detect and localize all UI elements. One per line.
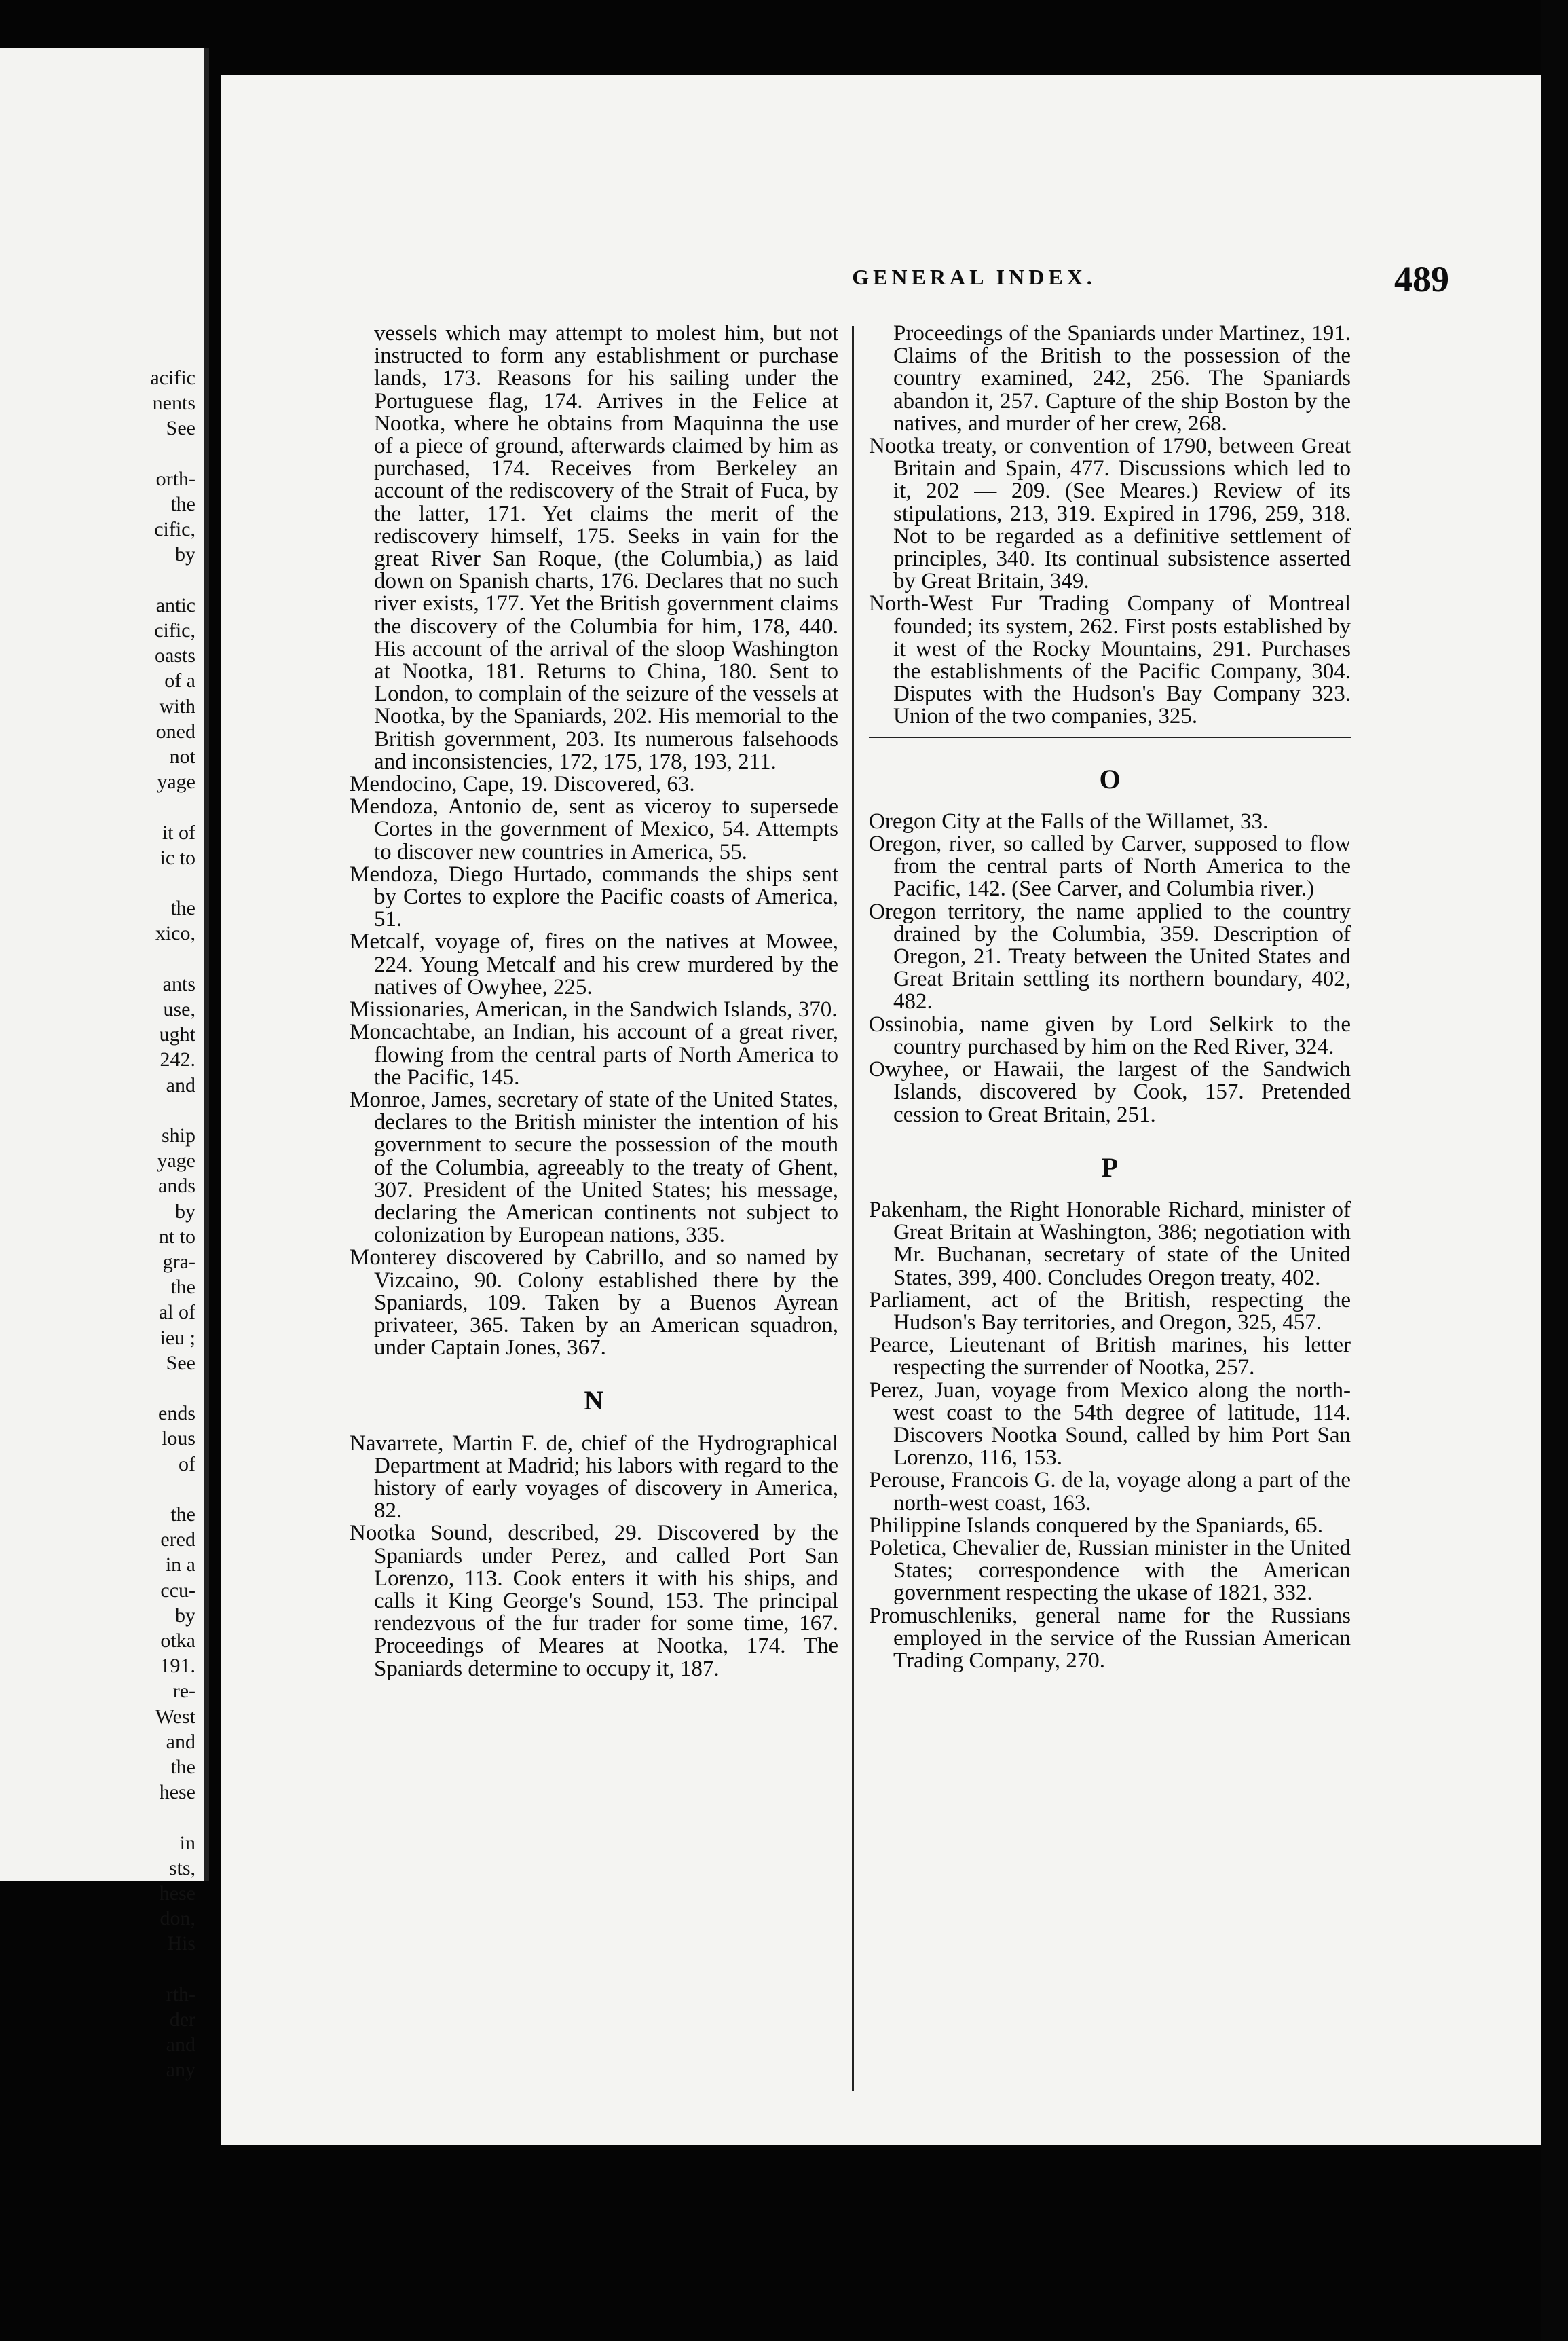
- book-page: [221, 75, 1548, 2145]
- edge-text-fragment: [0, 1377, 204, 1402]
- edge-text-fragment: nt to: [158, 1225, 195, 1248]
- left-page-edge: [0, 48, 209, 2082]
- edge-text-fragment: xico,: [155, 922, 195, 945]
- edge-text-fragment: cific,: [154, 518, 195, 541]
- index-entry: Ossinobia, name given by Lord Selkirk to the country purchased by him on the Red River, 324.: [869, 1012, 1351, 1059]
- edge-text-fragment: hese: [159, 1781, 195, 1804]
- index-entry: Oregon City at the Falls of the Willamet, 33.: [869, 809, 1269, 834]
- edge-text-fragment: See: [166, 1351, 195, 1374]
- index-entry: Pearce, Lieutenant of British marines, his letter respecting the surrender of Nootka, 257.: [869, 1333, 1351, 1380]
- edge-text-fragment: don,: [160, 1907, 195, 1930]
- index-entry: Poletica, Chevalier de, Russian minister in the United States; correspondence with the American government respecting the ukase of 1821, 332.: [869, 1535, 1351, 1606]
- index-entry: Philippine Islands conquered by the Spaniards, 65.: [869, 1513, 1324, 1538]
- edge-text-fragment: [0, 569, 204, 594]
- index-entry: Missionaries, American, in the Sandwich Islands, 370.: [350, 997, 838, 1022]
- edge-text-fragment: [0, 872, 204, 897]
- right-index-column: [869, 322, 1351, 1672]
- index-entry: Mendocino, Cape, 19. Discovered, 63.: [350, 772, 695, 797]
- edge-text-fragment: ic to: [160, 846, 195, 869]
- index-entry: Pakenham, the Right Honorable Richard, minister of Great Britain at Washington, 386; negotiation with Mr. Buchanan, secretary of state of the United States, 399, 400. Concludes Oregon treaty, 402.: [869, 1197, 1351, 1290]
- index-entry: Moncachtabe, an Indian, his account of a great river, flowing from the central parts of North America to the Pacific, 145.: [350, 1020, 838, 1090]
- edge-text-fragment: ands: [158, 1175, 195, 1198]
- edge-text-fragment: the: [170, 493, 195, 515]
- edge-text-fragment: orth-: [155, 467, 195, 490]
- section-letter: N: [584, 1385, 604, 1416]
- edge-text-fragment: nents: [152, 392, 195, 415]
- left-index-column: [350, 322, 838, 1680]
- section-letter: P: [1101, 1151, 1119, 1183]
- edge-text-fragment: and: [166, 1730, 195, 1753]
- index-entry: Navarrete, Martin F. de, chief of the Hydrographical Department at Madrid; his labors with regard to the history of early voyages of discovery in America, 82.: [350, 1431, 838, 1524]
- scan-border: [1541, 0, 1568, 2341]
- edge-text-fragment: and: [166, 1073, 195, 1096]
- index-entry: vessels which may attempt to molest him, but not instructed to form any establishment or purchase lands, 173. Reasons for his sailing under the Portuguese flag, 174. Arrives in the Felice at Nootka, where he obtains from Maquinna the use of a piece of ground, afterwards claimed by him as purchased, 174. Receives from Berkeley an account of the rediscovery of the Strait of Fuca, by the latter, 171. Yet claims the merit of the rediscovery himself, 175. Seeks in vain for the great River San Roque, (the Columbia,) as laid down on Spanish charts, 176. Declares that no such river exists, 177. Yet the British government claims the discovery of the Columbia for him, 178, 440. His account of the arrival of the sloop Washington at Nootka, 181. Returns to China, 180. Sent to London, to complain of the seizure of the vessels at Nootka, by the Spaniards, 202. His memorial to the British government, 203. Its numerous falsehoods and inconsistencies, 172, 175, 178, 193, 211.: [374, 321, 838, 774]
- edge-text-fragment: in a: [165, 1553, 195, 1577]
- column-divider: [852, 326, 854, 2091]
- edge-text-fragment: [0, 443, 204, 468]
- edge-text-fragment: [0, 1958, 204, 1983]
- index-entry: Promuschleniks, general name for the Russians employed in the service of the Russian American Trading Company, 270.: [869, 1603, 1351, 1673]
- edge-text-fragment: sts,: [168, 1856, 195, 1879]
- index-entry: Perez, Juan, voyage from Mexico along the north-west coast to the 54th degree of latitude, 114. Discovers Nootka Sound, called by him Port San Lorenzo, 116, 153.: [869, 1378, 1351, 1471]
- index-entry: Mendoza, Diego Hurtado, commands the ships sent by Cortes to explore the Pacific coasts of America, 51.: [350, 862, 838, 932]
- edge-text-fragment: oned: [155, 720, 195, 743]
- index-entry: Monterey discovered by Cabrillo, and so named by Vizcaino, 90. Colony established there by the Spaniards, 109. Taken by a Buenos Ayrean privateer, 365. Taken by an American squadron, under Captain Jones, 367.: [350, 1245, 838, 1361]
- index-entry: Owyhee, or Hawaii, the largest of the Sandwich Islands, discovered by Cook, 157. Pretended cession to Great Britain, 251.: [869, 1057, 1351, 1127]
- index-entry: Monroe, James, secretary of state of the United States, declares to the British minister the intention of his government to secure the possession of the mouth of the Columbia, agreeably to the treaty of Ghent, 307. President of the United States; his message, declaring the American continents not subject to colonization by European nations, 335.: [350, 1087, 838, 1248]
- edge-text-fragment: ants: [162, 972, 195, 995]
- index-entry: Proceedings of the Spaniards under Martinez, 191. Claims of the British to the possession of the country examined, 242, 256. The Spaniards abandon it, 257. Capture of the ship Boston by the natives, and murder of her crew, 268.: [893, 321, 1351, 436]
- edge-text-fragment: the: [170, 897, 195, 920]
- edge-text-fragment: 191.: [160, 1655, 195, 1678]
- edge-text-fragment: al of: [158, 1301, 195, 1324]
- edge-text-fragment: of a: [164, 669, 195, 693]
- edge-text-fragment: See: [166, 417, 195, 440]
- index-entry: Mendoza, Antonio de, sent as viceroy to supersede Cortes in the government of Mexico, 54. Attempts to discover new countries in America, 55.: [350, 794, 838, 864]
- edge-text-fragment: yage: [157, 1149, 195, 1173]
- edge-text-fragment: any: [166, 2059, 195, 2082]
- edge-text-fragment: gra-: [162, 1251, 195, 1273]
- edge-text-fragment: [0, 1478, 204, 1503]
- edge-text-fragment: [0, 1099, 204, 1124]
- edge-text-fragment: by: [175, 1200, 195, 1223]
- edge-text-fragment: [0, 1806, 204, 1831]
- index-entry: Parliament, act of the British, respecting the Hudson's Bay territories, and Oregon, 325, 457.: [869, 1287, 1351, 1335]
- index-entry: Perouse, Francois G. de la, voyage along a part of the north-west coast, 163.: [869, 1468, 1351, 1515]
- index-entry: Nootka Sound, described, 29. Discovered by the Spaniards under Perez, and called Port San Lorenzo, 113. Cook enters it with his ships, and calls it King George's Sound, 153. The principal rendezvous of the fur trader for some time, 167. Proceedings of Meares at Nootka, 174. The Spaniards determine to occupy it, 187.: [350, 1521, 838, 1681]
- edge-text-fragment: the: [170, 1503, 195, 1526]
- edge-text-fragment: ieu ;: [160, 1326, 195, 1349]
- edge-text-fragment: the: [170, 1276, 195, 1299]
- edge-text-fragment: ship: [161, 1124, 195, 1147]
- running-header-title: GENERAL INDEX.: [852, 265, 1096, 289]
- edge-text-fragment: with: [159, 695, 195, 718]
- edge-text-fragment: use,: [163, 998, 195, 1020]
- edge-text-fragment: His: [167, 1932, 195, 1955]
- index-entry: North-West Fur Trading Company of Montreal founded; its system, 262. First posts established by it west of the Rocky Mountains, 291. Purchases the establishments of the Pacific Company, 304. Disputes with the Hudson's Bay Company 323. Union of the two companies, 325.: [869, 591, 1351, 729]
- edge-text-fragment: ught: [159, 1023, 195, 1046]
- edge-text-fragment: the: [170, 1756, 195, 1778]
- edge-text-fragment: hese: [159, 1882, 195, 1904]
- section-rule: [869, 737, 1351, 738]
- edge-text-fragment: acific: [150, 367, 195, 389]
- edge-text-fragment: ccu-: [160, 1579, 195, 1602]
- edge-text-fragment: rth-: [166, 1983, 195, 2006]
- page-number: 489: [1394, 259, 1449, 299]
- edge-text-fragment: not: [169, 745, 195, 768]
- edge-text-fragment: yage: [157, 771, 195, 794]
- edge-text-fragment: cific,: [154, 619, 195, 642]
- edge-text-fragment: West: [155, 1705, 195, 1728]
- edge-text-fragment: re-: [172, 1680, 195, 1703]
- edge-text-fragment: ered: [160, 1528, 195, 1551]
- edge-text-fragment: by: [175, 1604, 195, 1627]
- edge-text-fragment: oasts: [155, 644, 195, 667]
- index-entry: Oregon territory, the name applied to the country drained by the Columbia, 359. Description of Oregon, 21. Treaty between the United States and Great Britain settling its northern boundary, 402, 482.: [869, 899, 1351, 1014]
- index-entry: Nootka treaty, or convention of 1790, between Great Britain and Spain, 477. Discussions which led to it, 202 — 209. (See Meares.) Review of its stipulations, 213, 319. Expired in 1796, 259, 318. Not to be regarded as a definitive settlement of principles, 340. Its continual subsistence asserted by Great Britain, 349.: [869, 434, 1351, 594]
- edge-text-fragment: lous: [161, 1427, 195, 1450]
- edge-text-fragment: [0, 948, 204, 973]
- edge-text-fragment: antic: [155, 593, 195, 616]
- edge-text-fragment: der: [169, 2008, 195, 2031]
- edge-text-fragment: and: [166, 2033, 195, 2057]
- edge-text-fragment: otka: [160, 1629, 195, 1652]
- edge-text-fragment: it of: [162, 821, 195, 844]
- edge-text-fragment: 242.: [160, 1048, 195, 1071]
- index-entry: Oregon, river, so called by Carver, supposed to flow from the central parts of North America to the Pacific, 142. (See Carver, and Columbia river.): [869, 832, 1351, 902]
- edge-text-fragment: in: [179, 1831, 195, 1854]
- edge-text-fragment: by: [175, 543, 195, 566]
- index-entry: Metcalf, voyage of, fires on the natives at Mowee, 224. Young Metcalf and his crew murdered by the natives of Owyhee, 225.: [350, 929, 838, 999]
- edge-text-fragment: ends: [158, 1402, 195, 1425]
- edge-text-fragment: [0, 796, 204, 821]
- section-letter: O: [1099, 763, 1121, 794]
- edge-text-fragment: of: [179, 1452, 195, 1475]
